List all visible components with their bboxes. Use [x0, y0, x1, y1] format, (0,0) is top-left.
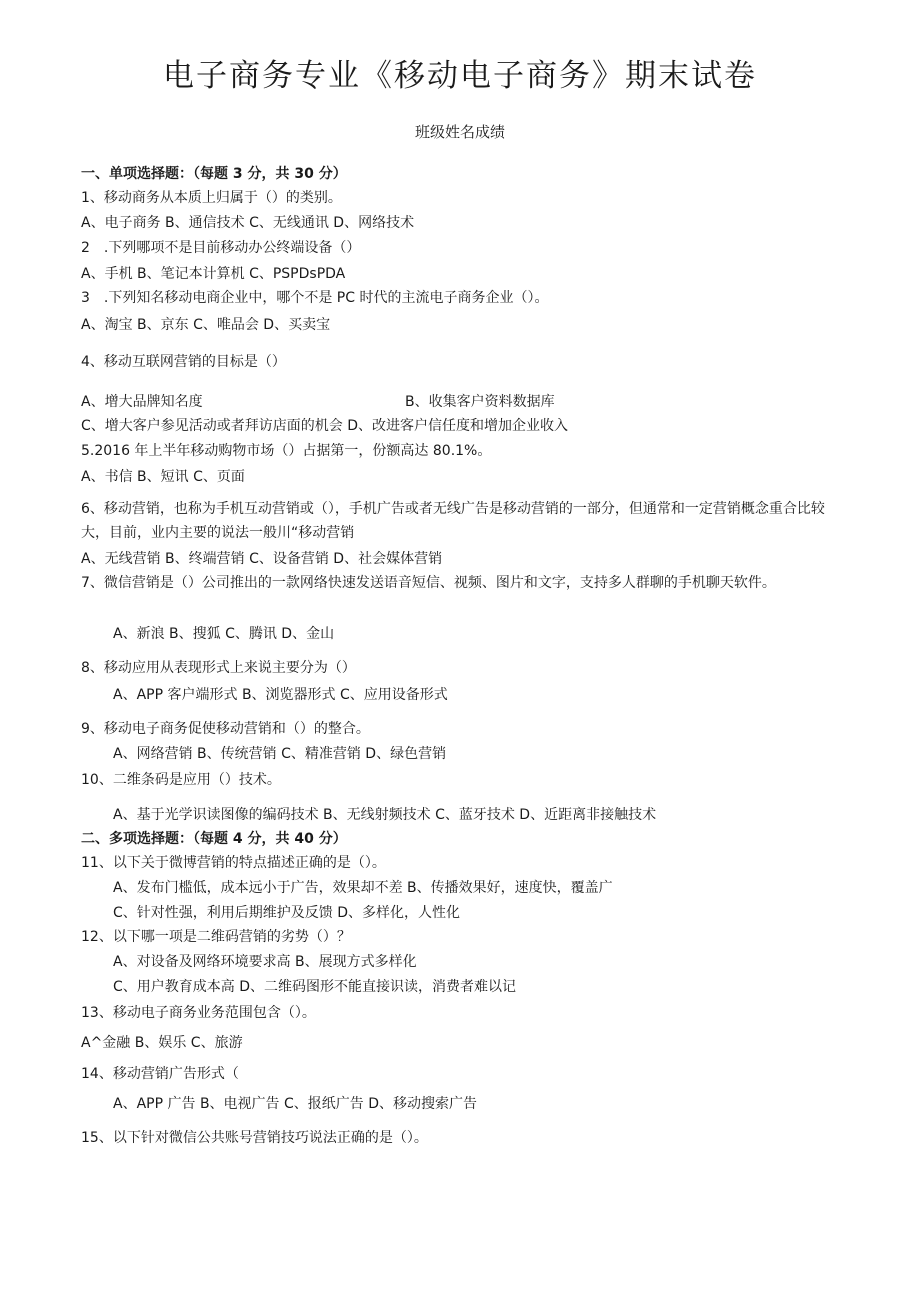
question-4-option-a: A、增大品牌知名度 — [81, 394, 203, 410]
question-4-options-cd: C、增大客户参见活动或者拜访店面的机会 D、改进客户信任度和增加企业收入 — [81, 418, 569, 434]
question-9: 9、移动电子商务促使移动营销和（）的整合。 — [81, 721, 370, 737]
question-2: 2 .下列哪项不是目前移动办公终端设备（） — [81, 240, 361, 256]
question-7: 7、微信营销是（）公司推出的一款网络快速发送语音短信、视频、图片和文字，支持多人群聊的手机聊天软件。 — [81, 575, 776, 591]
question-13-options: A^金融 B、娱乐 C、旅游 — [81, 1035, 243, 1051]
question-1-options: A、电子商务 B、通信技术 C、无线通讯 D、网络技术 — [81, 215, 415, 231]
question-7-options: A、新浪 B、搜狐 C、腾讯 D、金山 — [113, 626, 335, 642]
section-heading-multiple-choice: 二、多项选择题：（每题 4 分，共 40 分） — [81, 831, 347, 847]
question-6-options: A、无线营销 B、终端营销 C、设备营销 D、社会媒体营销 — [81, 551, 443, 567]
question-11-options-cd: C、针对性强，利用后期维护及反馈 D、多样化，人性化 — [113, 905, 461, 921]
question-4: 4、移动互联网营销的目标是（） — [81, 354, 286, 370]
question-12-options-cd: C、用户教育成本高 D、二维码图形不能直接识读，消费者难以记 — [113, 979, 517, 995]
question-8: 8、移动应用从表现形式上来说主要分为（） — [81, 660, 356, 676]
question-3: 3 .下列知名移动电商企业中，哪个不是 PC 时代的主流电子商务企业（）。 — [81, 290, 549, 306]
question-15: 15、以下针对微信公共账号营销技巧说法正确的是（）。 — [81, 1130, 428, 1146]
question-12: 12、以下哪一项是二维码营销的劣势（）？ — [81, 929, 351, 945]
question-10-options: A、基于光学识读图像的编码技术 B、无线射频技术 C、蓝牙技术 D、近距离非接触技术 — [113, 807, 657, 823]
question-6: 6、移动营销，也称为手机互动营销或（），手机广告或者无线广告是移动营销的一部分，但通常和一定营销概念重合比较大，目前，业内主要的说法一般川“移动营销 — [81, 501, 825, 541]
question-13: 13、移动电子商务业务范围包含（）。 — [81, 1005, 316, 1021]
question-4-option-b: B、收集客户资料数据库 — [405, 394, 555, 410]
question-3-options: A、淘宝 B、京东 C、唯品会 D、买卖宝 — [81, 317, 331, 333]
question-5-options: A、书信 B、短讯 C、页面 — [81, 469, 245, 485]
question-5: 5.2016 年上半年移动购物市场（）占据第一，份额高达 80.1%。 — [81, 443, 492, 459]
class-name-score-line: 班级姓名成绩 — [414, 123, 505, 141]
question-14: 14、移动营销广告形式（ — [81, 1066, 239, 1082]
question-10: 10、二维条码是应用（）技术。 — [81, 772, 281, 788]
exam-title: 电子商务专业《移动电子商务》期末试卷 — [163, 58, 757, 94]
question-9-options: A、网络营销 B、传统营销 C、精准营销 D、绿色营销 — [113, 746, 447, 762]
question-8-options: A、APP 客户端形式 B、浏览器形式 C、应用设备形式 — [113, 687, 448, 703]
question-14-options: A、APP 广告 B、电视广告 C、报纸广告 D、移动搜索广告 — [113, 1096, 477, 1112]
question-11: 11、以下关于微博营销的特点描述正确的是（）。 — [81, 855, 386, 871]
section-heading-single-choice: 一、单项选择题：（每题 3 分，共 30 分） — [81, 166, 347, 182]
question-11-options-ab: A、发布门槛低，成本远小于广告，效果却不差 B、传播效果好，速度快，覆盖广 — [113, 880, 613, 896]
question-1: 1、移动商务从本质上归属于（）的类别。 — [81, 190, 342, 206]
question-2-options: A、手机 B、笔记本计算机 C、PSPDsPDA — [81, 266, 346, 282]
question-12-options-ab: A、对设备及网络环境要求高 B、展现方式多样化 — [113, 954, 417, 970]
